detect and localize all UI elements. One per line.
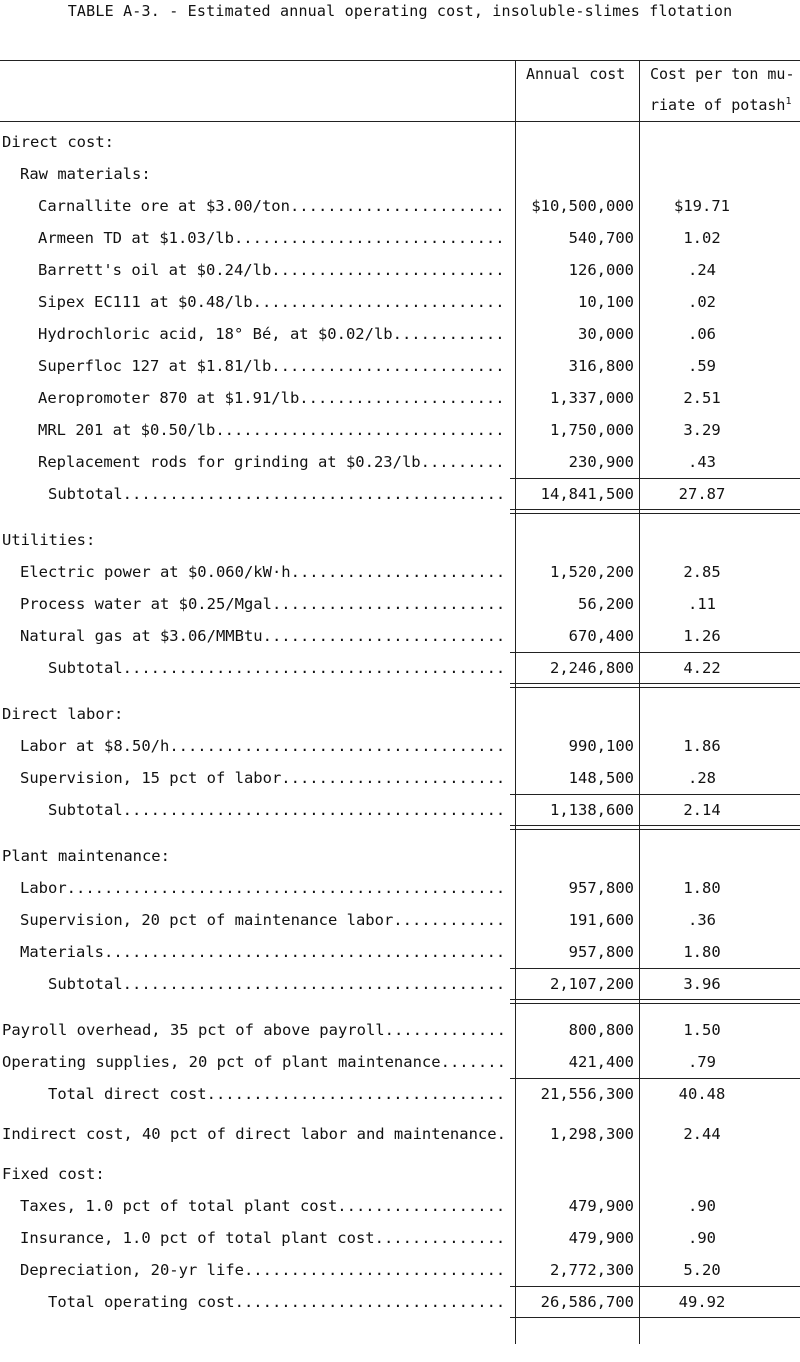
table-row: [0, 254, 800, 286]
row-label: Superfloc 127 at $1.81/lb .....: [38, 350, 506, 382]
cost-per-ton-cell: 1.26: [683, 627, 721, 645]
footnote-mark: 1: [785, 96, 792, 107]
cost-per-ton-cell: 2.44: [683, 1125, 721, 1143]
annual-cost-cell: $10,500,000: [531, 197, 634, 215]
table-row: [0, 872, 800, 904]
annual-cost-cell: 21,556,300: [540, 1085, 634, 1103]
annual-cost-cell: 230,900: [568, 453, 634, 471]
table-row: [0, 524, 800, 556]
cost-per-ton-cell: .06: [688, 325, 716, 343]
annual-cost-cell: 957,800: [568, 879, 634, 897]
row-label: Carnallite ore at $3.00/ton .....: [38, 190, 506, 222]
row-label: Total direct cost .....: [48, 1078, 506, 1110]
annual-cost-cell: 2,107,200: [550, 975, 634, 993]
annual-cost-cell: 540,700: [568, 229, 634, 247]
annual-cost-cell: 2,772,300: [550, 1261, 634, 1279]
row-label: Labor at $8.50/h .....: [20, 730, 506, 762]
section-heading: Plant maintenance:: [2, 847, 170, 865]
row-label: Barrett's oil at $0.24/lb .....: [38, 254, 506, 286]
row-label: Labor .....: [20, 872, 506, 904]
annual-cost-cell: 800,800: [568, 1021, 634, 1039]
cost-per-ton-cell: 4.22: [683, 659, 721, 677]
table-row: [0, 1158, 800, 1190]
cost-per-ton-cell: 3.96: [683, 975, 721, 993]
row-label: Payroll overhead, 35 pct of above payroll .....: [2, 1014, 506, 1046]
annual-cost-cell: 1,520,200: [550, 563, 634, 581]
table-title: TABLE A-3. - Estimated annual operating cost, insoluble-slimes flotation: [67, 2, 733, 20]
annual-cost-cell: 30,000: [578, 325, 634, 343]
table-row: [0, 446, 800, 478]
subtotal-rule: [510, 794, 800, 795]
table-row: [0, 222, 800, 254]
table-row: [0, 1254, 800, 1286]
table-row: [0, 1046, 800, 1078]
section-heading: Raw materials:: [20, 165, 151, 183]
annual-cost-cell: 14,841,500: [540, 485, 634, 503]
section-heading: Direct labor:: [2, 705, 124, 723]
row-label: Electric power at $0.060/kW·h .....: [20, 556, 506, 588]
header-cost-per-ton-line2: riate of potash$^1$: [650, 96, 792, 114]
section-heading: Utilities:: [2, 531, 96, 549]
table-row: [0, 158, 800, 190]
row-label: Replacement rods for grinding at $0.23/lb .....: [38, 446, 506, 478]
cost-per-ton-cell: 1.50: [683, 1021, 721, 1039]
header-bottom-rule: [0, 121, 800, 122]
table-row: [0, 968, 800, 1000]
annual-cost-cell: 479,900: [568, 1229, 634, 1247]
annual-cost-cell: 26,586,700: [540, 1293, 634, 1311]
table-row: [0, 1222, 800, 1254]
row-label: Total operating cost .....: [48, 1286, 506, 1318]
table-row: [0, 698, 800, 730]
annual-cost-cell: 126,000: [568, 261, 634, 279]
cost-per-ton-cell: .24: [688, 261, 716, 279]
cost-per-ton-cell: .43: [688, 453, 716, 471]
table-row: [0, 318, 800, 350]
table-row: [0, 762, 800, 794]
table-row: [0, 126, 800, 158]
header-annual-cost: Annual cost: [526, 65, 626, 83]
table-row: [0, 794, 800, 826]
row-label: Subtotal .....: [48, 478, 506, 510]
annual-cost-cell: 670,400: [568, 627, 634, 645]
table-row: [0, 1118, 800, 1150]
annual-cost-cell: 479,900: [568, 1197, 634, 1215]
header-cost-per-ton-line1: Cost per ton mu-: [650, 65, 795, 83]
cost-per-ton-cell: 5.20: [683, 1261, 721, 1279]
cost-per-ton-cell: .36: [688, 911, 716, 929]
annual-cost-cell: 421,400: [568, 1053, 634, 1071]
cost-table: [0, 54, 800, 1344]
subtotal-rule: [510, 478, 800, 479]
annual-cost-cell: 1,298,300: [550, 1125, 634, 1143]
subtotal-double-rule: [510, 999, 800, 1004]
row-label: Operating supplies, 20 pct of plant maintenance .....: [2, 1046, 506, 1078]
cost-per-ton-cell: .59: [688, 357, 716, 375]
row-label: Subtotal .....: [48, 652, 506, 684]
subtotal-rule: [510, 1078, 800, 1079]
cost-per-ton-cell: .90: [688, 1229, 716, 1247]
table-row: [0, 620, 800, 652]
row-label: MRL 201 at $0.50/lb .....: [38, 414, 506, 446]
annual-cost-cell: 191,600: [568, 911, 634, 929]
annual-cost-cell: 1,337,000: [550, 389, 634, 407]
table-row: [0, 286, 800, 318]
table-row: [0, 936, 800, 968]
cost-per-ton-cell: 27.87: [678, 485, 726, 503]
row-label: Aeropromoter 870 at $1.91/lb .....: [38, 382, 506, 414]
table-row: [0, 588, 800, 620]
row-label: Supervision, 15 pct of labor .....: [20, 762, 506, 794]
cost-per-ton-cell: 1.02: [683, 229, 721, 247]
table-row: [0, 382, 800, 414]
cost-per-ton-cell: .11: [688, 595, 716, 613]
table-row: [0, 1286, 800, 1318]
annual-cost-cell: 1,138,600: [550, 801, 634, 819]
cost-per-ton-cell: $19.71: [674, 197, 730, 215]
table-bottom-rule: [510, 1317, 800, 1318]
annual-cost-cell: 316,800: [568, 357, 634, 375]
subtotal-double-rule: [510, 683, 800, 688]
subtotal-double-rule: [510, 825, 800, 830]
section-heading: Direct cost:: [2, 133, 114, 151]
cost-per-ton-cell: .02: [688, 293, 716, 311]
annual-cost-cell: 1,750,000: [550, 421, 634, 439]
row-label: Supervision, 20 pct of maintenance labor .....: [20, 904, 506, 936]
row-label: Subtotal .....: [48, 968, 506, 1000]
annual-cost-cell: 10,100: [578, 293, 634, 311]
subtotal-rule: [510, 968, 800, 969]
annual-cost-cell: 990,100: [568, 737, 634, 755]
row-label: Process water at $0.25/Mgal .....: [20, 588, 506, 620]
subtotal-rule: [510, 652, 800, 653]
cost-per-ton-cell: 1.80: [683, 943, 721, 961]
subtotal-rule: [510, 1286, 800, 1287]
cost-per-ton-cell: 1.80: [683, 879, 721, 897]
table-row: [0, 1078, 800, 1110]
cost-per-ton-cell: 3.29: [683, 421, 721, 439]
section-heading: Fixed cost:: [2, 1165, 105, 1183]
annual-cost-cell: 148,500: [568, 769, 634, 787]
row-label: Subtotal .....: [48, 794, 506, 826]
cost-per-ton-cell: 2.51: [683, 389, 721, 407]
annual-cost-cell: 2,246,800: [550, 659, 634, 677]
table-row: [0, 840, 800, 872]
table-row: [0, 730, 800, 762]
table-row: [0, 414, 800, 446]
cost-per-ton-cell: .90: [688, 1197, 716, 1215]
table-row: [0, 350, 800, 382]
table-row: [0, 652, 800, 684]
table-row: [0, 190, 800, 222]
row-label: Materials .....: [20, 936, 506, 968]
row-label: Taxes, 1.0 pct of total plant cost .....: [20, 1190, 506, 1222]
cost-per-ton-cell: 49.92: [678, 1293, 726, 1311]
annual-cost-cell: 56,200: [578, 595, 634, 613]
cost-per-ton-cell: 40.48: [678, 1085, 726, 1103]
table-row: [0, 556, 800, 588]
cost-per-ton-cell: 2.14: [683, 801, 721, 819]
row-label: Sipex EC111 at $0.48/lb .....: [38, 286, 506, 318]
table-row: [0, 1190, 800, 1222]
table-row: [0, 904, 800, 936]
table-row: [0, 1014, 800, 1046]
table-row: [0, 478, 800, 510]
row-label: Insurance, 1.0 pct of total plant cost .....: [20, 1222, 506, 1254]
row-label: Indirect cost, 40 pct of direct labor and maintenance.: [2, 1125, 506, 1143]
cost-per-ton-cell: .79: [688, 1053, 716, 1071]
row-label: Hydrochloric acid, 18° Bé, at $0.02/lb .....: [38, 318, 506, 350]
row-label: Depreciation, 20-yr life .....: [20, 1254, 506, 1286]
subtotal-double-rule: [510, 509, 800, 514]
annual-cost-cell: 957,800: [568, 943, 634, 961]
cost-per-ton-cell: 2.85: [683, 563, 721, 581]
cost-per-ton-cell: .28: [688, 769, 716, 787]
cost-per-ton-cell: 1.86: [683, 737, 721, 755]
row-label: Natural gas at $3.06/MMBtu .....: [20, 620, 506, 652]
row-label: Armeen TD at $1.03/lb .....: [38, 222, 506, 254]
